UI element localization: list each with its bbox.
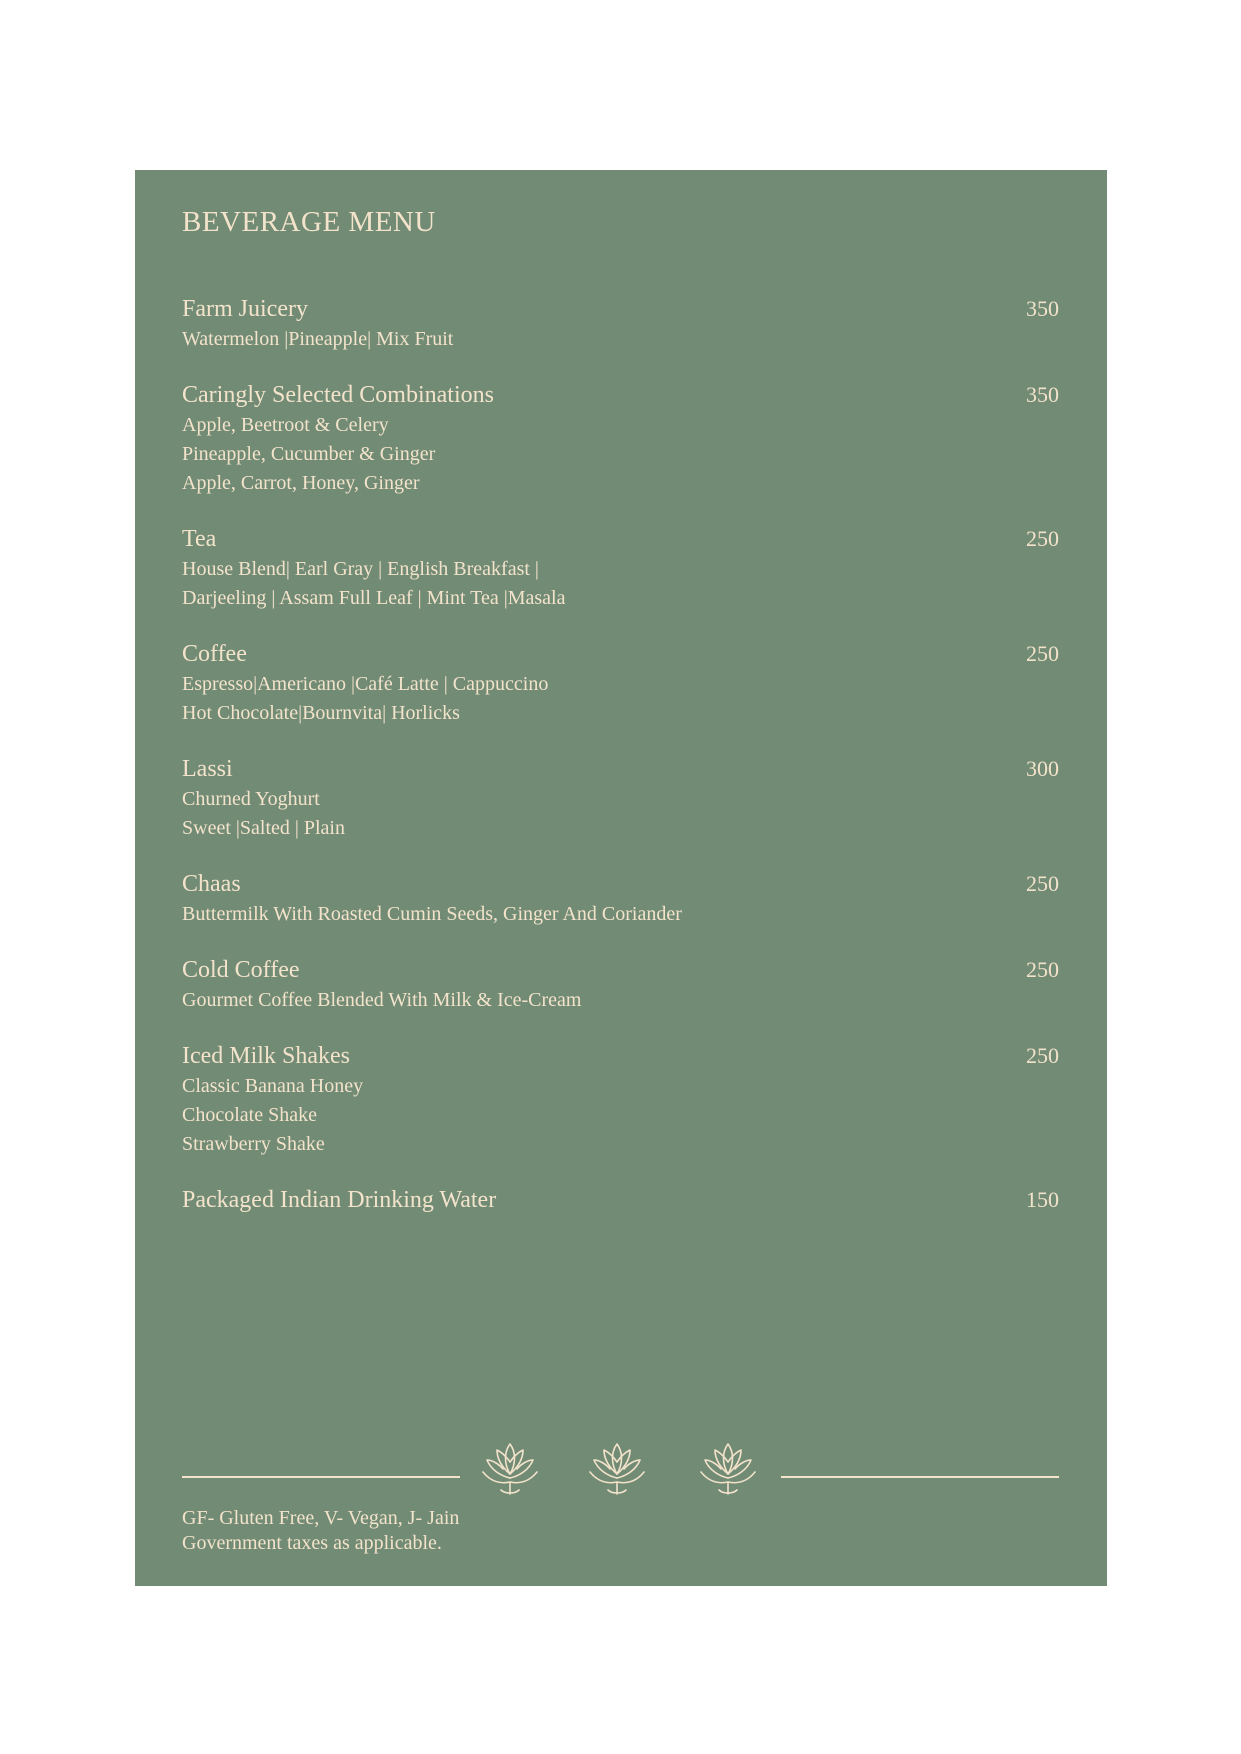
item-name: Lassi	[182, 756, 233, 782]
lotus-icon	[479, 1438, 541, 1500]
item-price: 350	[1026, 296, 1059, 321]
description-line: Hot Chocolate|Bournvita| Horlicks	[182, 702, 460, 724]
menu-item	[182, 380, 1059, 498]
description-line: Apple, Beetroot & Celery	[182, 414, 389, 436]
divider-line-right	[781, 1476, 1059, 1478]
item-description	[182, 411, 1059, 498]
description-line: House Blend| Earl Gray | English Breakfast |	[182, 558, 539, 580]
item-description	[182, 900, 1059, 929]
item-price: 350	[1026, 382, 1059, 407]
item-description	[182, 785, 1059, 843]
ornament-divider	[182, 1438, 1059, 1508]
item-description	[182, 325, 1059, 354]
lotus-icon	[586, 1438, 648, 1500]
item-description	[182, 1072, 1059, 1159]
item-name: Packaged Indian Drinking Water	[182, 1187, 497, 1213]
item-price: 250	[1026, 526, 1059, 551]
description-line: Gourmet Coffee Blended With Milk & Ice-Cream	[182, 989, 582, 1011]
item-description	[182, 670, 1059, 728]
description-line: Apple, Carrot, Honey, Ginger	[182, 472, 420, 494]
item-name: Chaas	[182, 871, 241, 897]
item-price: 150	[1026, 1187, 1059, 1212]
item-price: 300	[1026, 756, 1059, 781]
description-line: Chocolate Shake	[182, 1104, 317, 1126]
item-price: 250	[1026, 641, 1059, 666]
item-description	[182, 555, 1059, 613]
description-line: Classic Banana Honey	[182, 1075, 364, 1097]
item-description	[182, 986, 1059, 1015]
item-name: Coffee	[182, 641, 247, 667]
description-line: Sweet |Salted | Plain	[182, 817, 345, 839]
dietary-legend: GF- Gluten Free, V- Vegan, J- Jain	[182, 1507, 460, 1529]
menu-item	[182, 754, 1059, 843]
item-name: Iced Milk Shakes	[182, 1043, 350, 1069]
divider-line-left	[182, 1476, 460, 1478]
menu-item	[182, 294, 1059, 354]
description-line: Espresso|Americano |Café Latte | Cappuccino	[182, 673, 549, 695]
description-line: Watermelon |Pineapple| Mix Fruit	[182, 328, 454, 350]
item-name: Caringly Selected Combinations	[182, 382, 494, 408]
item-price: 250	[1026, 957, 1059, 982]
menu-title: BEVERAGE MENU	[182, 206, 436, 238]
description-line: Churned Yoghurt	[182, 788, 320, 810]
description-line: Darjeeling | Assam Full Leaf | Mint Tea |Masala	[182, 587, 566, 609]
lotus-icon	[697, 1438, 759, 1500]
item-name: Cold Coffee	[182, 957, 300, 983]
item-price: 250	[1026, 871, 1059, 896]
menu-item	[182, 1041, 1059, 1159]
menu-panel	[135, 170, 1107, 1586]
description-line: Strawberry Shake	[182, 1133, 325, 1155]
menu-item	[182, 869, 1059, 929]
menu-items-list	[182, 294, 1059, 1241]
menu-item	[182, 639, 1059, 728]
taxes-note: Government taxes as applicable.	[182, 1532, 442, 1554]
item-price: 250	[1026, 1043, 1059, 1068]
menu-item	[182, 524, 1059, 613]
item-name: Tea	[182, 526, 217, 552]
description-line: Buttermilk With Roasted Cumin Seeds, Ginger And Coriander	[182, 903, 682, 925]
menu-footer	[182, 1506, 459, 1556]
item-name: Farm Juicery	[182, 296, 308, 322]
description-line: Pineapple, Cucumber & Ginger	[182, 443, 436, 465]
menu-item	[182, 955, 1059, 1015]
menu-item	[182, 1185, 1059, 1215]
